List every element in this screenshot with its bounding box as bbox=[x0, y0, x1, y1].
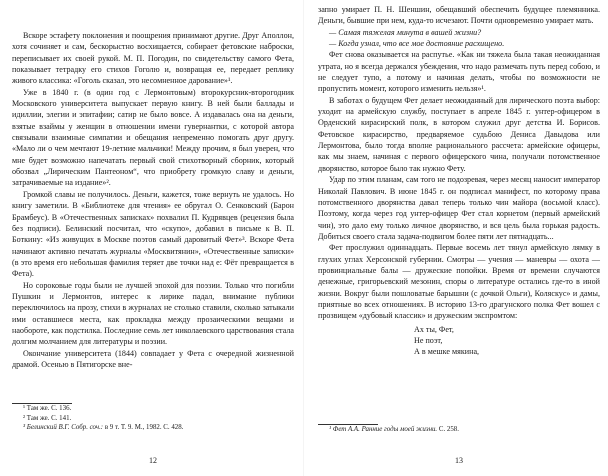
paragraph: Фет снова оказывается на распутье. «Как ни тяжела была такая неожиданная утрата, но я всегда держался убеждения, что надо размечать путь перед собою, и не следует тупо, а потому и начиная делать, чтобы по возможности не пропустить момент, которого изменить нельзя»¹. bbox=[318, 50, 600, 94]
left-page-body bbox=[12, 30, 294, 370]
gutter bbox=[303, 0, 304, 476]
footnote: ¹ Там же. С. 136. bbox=[23, 405, 72, 412]
footnote-source: ¹ Фет А.А. Ранние годы моей жизни. bbox=[329, 426, 438, 433]
paragraph: Уже в 1840 г. (в один год с Лермонтовым) второкурсник-второгодник Московского университета выпускает первую книгу. В ней были баллады и идиллии, элегии и эпитафии; сатир не было вовсе. А издавалась она на деньги, взятые взаймы у женщин в отношении имени гувернантки, с которой автора связывали взаимные симпатии и обещания непременно помогать друг другу. «Мало ли о чем мечтают 19-летние мальчики! Между прочим, я был уверен, что мне будет возможно напечатать первый свой стихотворный сборник, который обозвал „Лирическим Пантеоном“, что приобрету громкую славу и деньги, затрачиваемые на издание»². bbox=[12, 87, 294, 188]
right-footnotes bbox=[318, 424, 600, 435]
paragraph: Вскоре эстафету поклонения и поощрения принимают другие. Друг Аполлон, хотя сочиняет и сам, бескорыстно восхищается, собирает фетовские наброски, переписывает их своей рукой. М. П. Погодин, по свидетельству самого Фета, показывает тетрадку его стихов Гоголю и, возвращая ее, передает реплику живого классика: «Гоголь сказал, это несомненное дарование»¹. bbox=[12, 31, 294, 86]
footnote-source: ³ Белинский В.Г. Собр. соч.: bbox=[23, 424, 104, 432]
page-number: 13 bbox=[455, 455, 463, 465]
poem-line: Ах ты, Фет, bbox=[414, 324, 454, 334]
paragraph: В заботах о будущем Фет делает неожиданный для лирического поэта выбор: уходит на армейскую службу, поступает в апреле 1845 г. унтер-офицером в Орденский кирасирский полк, в котором служил друг детства И. Борисов. Фетовское кирасирство, предваряемое судьбою Дениса Давыдова или Лермонтова, было тогда вполне рационального рассчета: армейские офицеры, как мы знаем, начиная с первого офицерского чина, получали потомственное дворянство, которое было так нужно Фету. bbox=[318, 95, 600, 173]
footnote bbox=[12, 423, 294, 433]
left-page bbox=[12, 0, 294, 476]
footnote bbox=[318, 425, 600, 435]
footnote: ² Там же. С. 141. bbox=[23, 414, 72, 422]
paragraph: Окончание университета (1844) совпадает у Фета с очередной жизненной драмой. Осенью в Пятигорске вне- bbox=[12, 348, 294, 369]
paragraph: Но сороковые годы были не лучшей эпохой для поэзии. Только что погибли Пушкин и Лермонтов, интерес к лирике падал, внимание публики переключилось на прозу, стихи в журналах не столько ставили, сколько затыкали ими оставшиеся места, как прокладка между прозаическими вещами и наобороте, как подстилка. Последние семь лет николаевского царствования стала долгим молчанием для литературы и поэзии. bbox=[12, 280, 294, 347]
left-footnotes bbox=[12, 403, 294, 433]
right-page bbox=[318, 0, 600, 476]
right-page-body bbox=[318, 4, 600, 358]
poem-line: А в мешке мякина, bbox=[414, 347, 480, 357]
paragraph: Громкой славы не получилось. Деньги, кажется, тоже вернуть не удалось. Но книгу заметили. В «Библиотеке для чтения» ее обругал О. Сенковский (Барон Брамбеус). В «Отечественных записках» похвалил П. Кудрявцев (рецензия была без подписи). Белинский посчитал, что «скупо», добавил в письме к В. П. Боткину: «Из живущих в Москве поэтов самый даровитый Фет»³. Вскоре Фета начинают активно печатать журналы «Москвитянин», «Отечественные записки» (в это время его небольшая фамилия теряет две точки над е: Фёт превращается в Фета). bbox=[12, 189, 294, 279]
paragraph: Фет прослужил одиннадцать. Первые восемь лет тянул армейскую лямку в глухих углах Херсонской губернии. Смотры — учения — маневры — охота — провинциальные балы — дружеские попойки. Время от времени случаются денежные, григорьевский мезонин, споры о литературе остались где-то в иной жизни. Вокруг были пошловатые барышни (с дочкой Ольги), Коляскус» и дамы, приятные во всех отношениях. В историю 13-го драгунского полка Фет вошел с прозвищем «дубовый классик» и дружеским экспромтом: bbox=[318, 243, 600, 321]
paragraph: запно умирает П. Н. Шеншин, обещавший обеспечить будущее племянника. Деньги, бывшие при нем, куда-то исчезают. Почти одновременно умирает мать. bbox=[318, 5, 600, 26]
footnote-ref: в 9 т. Т. 9. М., 1982. С. 428. bbox=[103, 424, 184, 432]
poem bbox=[414, 324, 600, 358]
footnote-ref: С. 258. bbox=[437, 426, 459, 433]
poem-line: Не поэт, bbox=[414, 335, 443, 345]
dialogue-line: — Когда узнал, что все мое достояние расхищено. bbox=[329, 39, 505, 49]
paragraph: Удар по этим планам, сам того не подозревая, через месяц наносит император Николай Павлович. В июне 1845 г. он подписал манифест, по которому права потомственного дворянства давал теперь только чин майора (восьмой класс). Поэтому, когда через год унтер-офицер Фет стал корнетом (первый армейский чин), это дало ему только личное дворянство, и вся цель была горькая радость. Добиться своего стала задача-подвигом более пяти лет пятнадцать... bbox=[318, 175, 600, 241]
dialogue-line: — Самая тяжелая минута в вашей жизни? bbox=[329, 27, 482, 37]
page-number: 12 bbox=[149, 455, 157, 465]
